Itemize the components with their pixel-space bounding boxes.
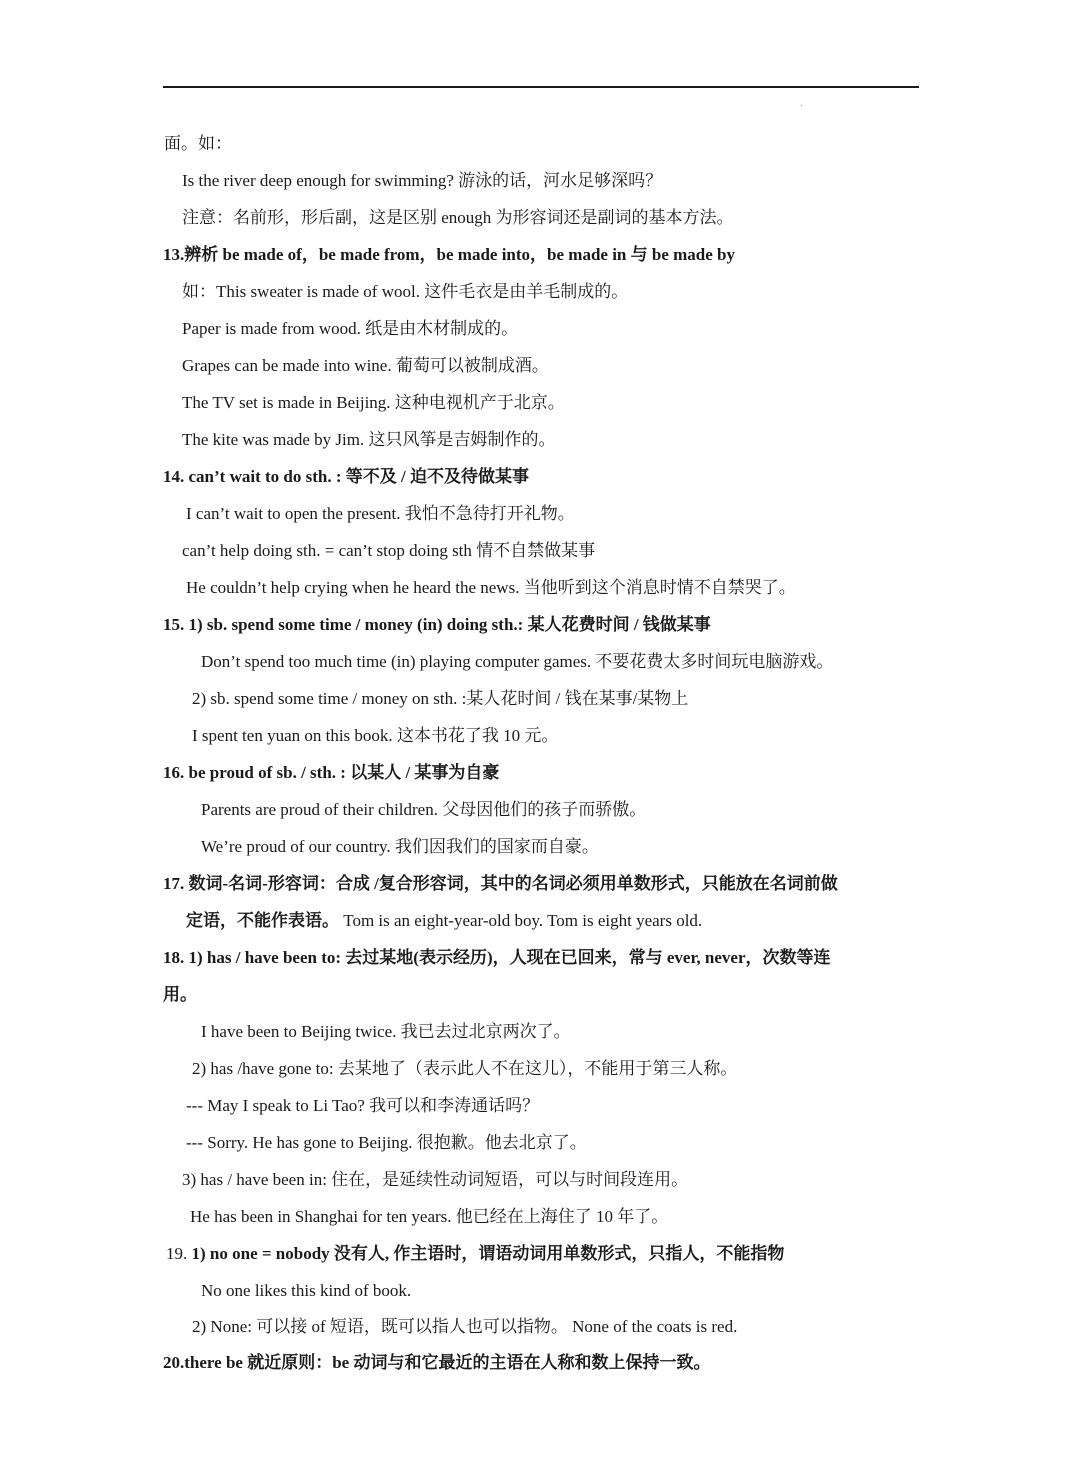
header-rule: [163, 86, 919, 88]
item-number: 19.: [166, 1244, 192, 1263]
text-line: can’t help doing sth. = can’t stop doing sth 情不自禁做某事: [182, 541, 596, 560]
section-heading: 14. can’t wait to do sth. : 等不及 / 迫不及待做某事: [163, 467, 529, 486]
header-mark: .: [800, 98, 803, 109]
text-line: He has been in Shanghai for ten years. 他已经在上海住了 10 年了。: [190, 1207, 669, 1226]
text-line: Grapes can be made into wine. 葡萄可以被制成酒。: [182, 356, 549, 375]
text-line: 2) None: 可以接 of 短语，既可以指人也可以指物。 None of the coats is red.: [192, 1317, 738, 1336]
bold-text: 定语，不能作表语。: [186, 911, 339, 930]
text-line: I spent ten yuan on this book. 这本书花了我 10 元。: [192, 726, 559, 745]
text-line: 3) has / have been in: 住在，是延续性动词短语，可以与时间段连用。: [182, 1170, 689, 1189]
section-heading: 13.辨析 be made of，be made from，be made into，be made in 与 be made by: [163, 245, 735, 264]
text-line: The kite was made by Jim. 这只风筝是吉姆制作的。: [182, 430, 556, 449]
example-text: Tom is an eight-year-old boy. Tom is eight years old.: [339, 911, 703, 930]
section-heading: 17. 数词-名词-形容词：合成 /复合形容词，其中的名词必须用单数形式，只能放在名词前做: [163, 874, 838, 893]
section-heading: 15. 1) sb. spend some time / money (in) doing sth.: 某人花费时间 / 钱做某事: [163, 615, 711, 634]
text-line: No one likes this kind of book.: [201, 1281, 412, 1300]
text-line: 2) sb. spend some time / money on sth. :某人花时间 / 钱在某事/某物上: [192, 689, 689, 708]
text-line: The TV set is made in Beijing. 这种电视机产于北京。: [182, 393, 565, 412]
text-line: 注意：名前形，形后副，这是区别 enough 为形容词还是副词的基本方法。: [182, 208, 734, 227]
text-line: I have been to Beijing twice. 我已去过北京两次了。: [201, 1022, 571, 1041]
section-heading: 16. be proud of sb. / sth. : 以某人 / 某事为自豪: [163, 763, 500, 782]
heading-text: 1) no one = nobody 没有人, 作主语时，谓语动词用单数形式，只指人，不能指物: [191, 1244, 785, 1263]
section-heading-cont: 用。: [163, 985, 197, 1004]
section-heading: 18. 1) has / have been to: 去过某地(表示经历)，人现在已回来，常与 ever, never，次数等连: [163, 948, 831, 967]
text-line: --- Sorry. He has gone to Beijing. 很抱歉。他去北京了。: [186, 1133, 587, 1152]
text-line: Is the river deep enough for swimming? 游泳的话，河水足够深吗？: [182, 171, 663, 190]
text-line: 如：This sweater is made of wool. 这件毛衣是由羊毛制成的。: [182, 282, 629, 301]
section-heading: [166, 1243, 784, 1265]
text-line: [186, 910, 702, 932]
text-line: Paper is made from wood. 纸是由木材制成的。: [182, 319, 519, 338]
section-heading: 20.there be 就近原则：be 动词与和它最近的主语在人称和数上保持一致。: [163, 1353, 711, 1372]
text-line: --- May I speak to Li Tao? 我可以和李涛通话吗？: [186, 1096, 540, 1115]
text-line: I can’t wait to open the present. 我怕不急待打开礼物。: [186, 504, 575, 523]
text-line: We’re proud of our country. 我们因我们的国家而自豪。: [201, 837, 599, 856]
text-line: Parents are proud of their children. 父母因他们的孩子而骄傲。: [201, 800, 647, 819]
text-line: He couldn’t help crying when he heard the news. 当他听到这个消息时情不自禁哭了。: [186, 578, 796, 597]
text-line: 面。如：: [164, 134, 232, 153]
text-line: 2) has /have gone to: 去某地了（表示此人不在这儿），不能用于第三人称。: [192, 1059, 738, 1078]
text-line: Don’t spend too much time (in) playing computer games. 不要花费太多时间玩电脑游戏。: [201, 652, 834, 671]
